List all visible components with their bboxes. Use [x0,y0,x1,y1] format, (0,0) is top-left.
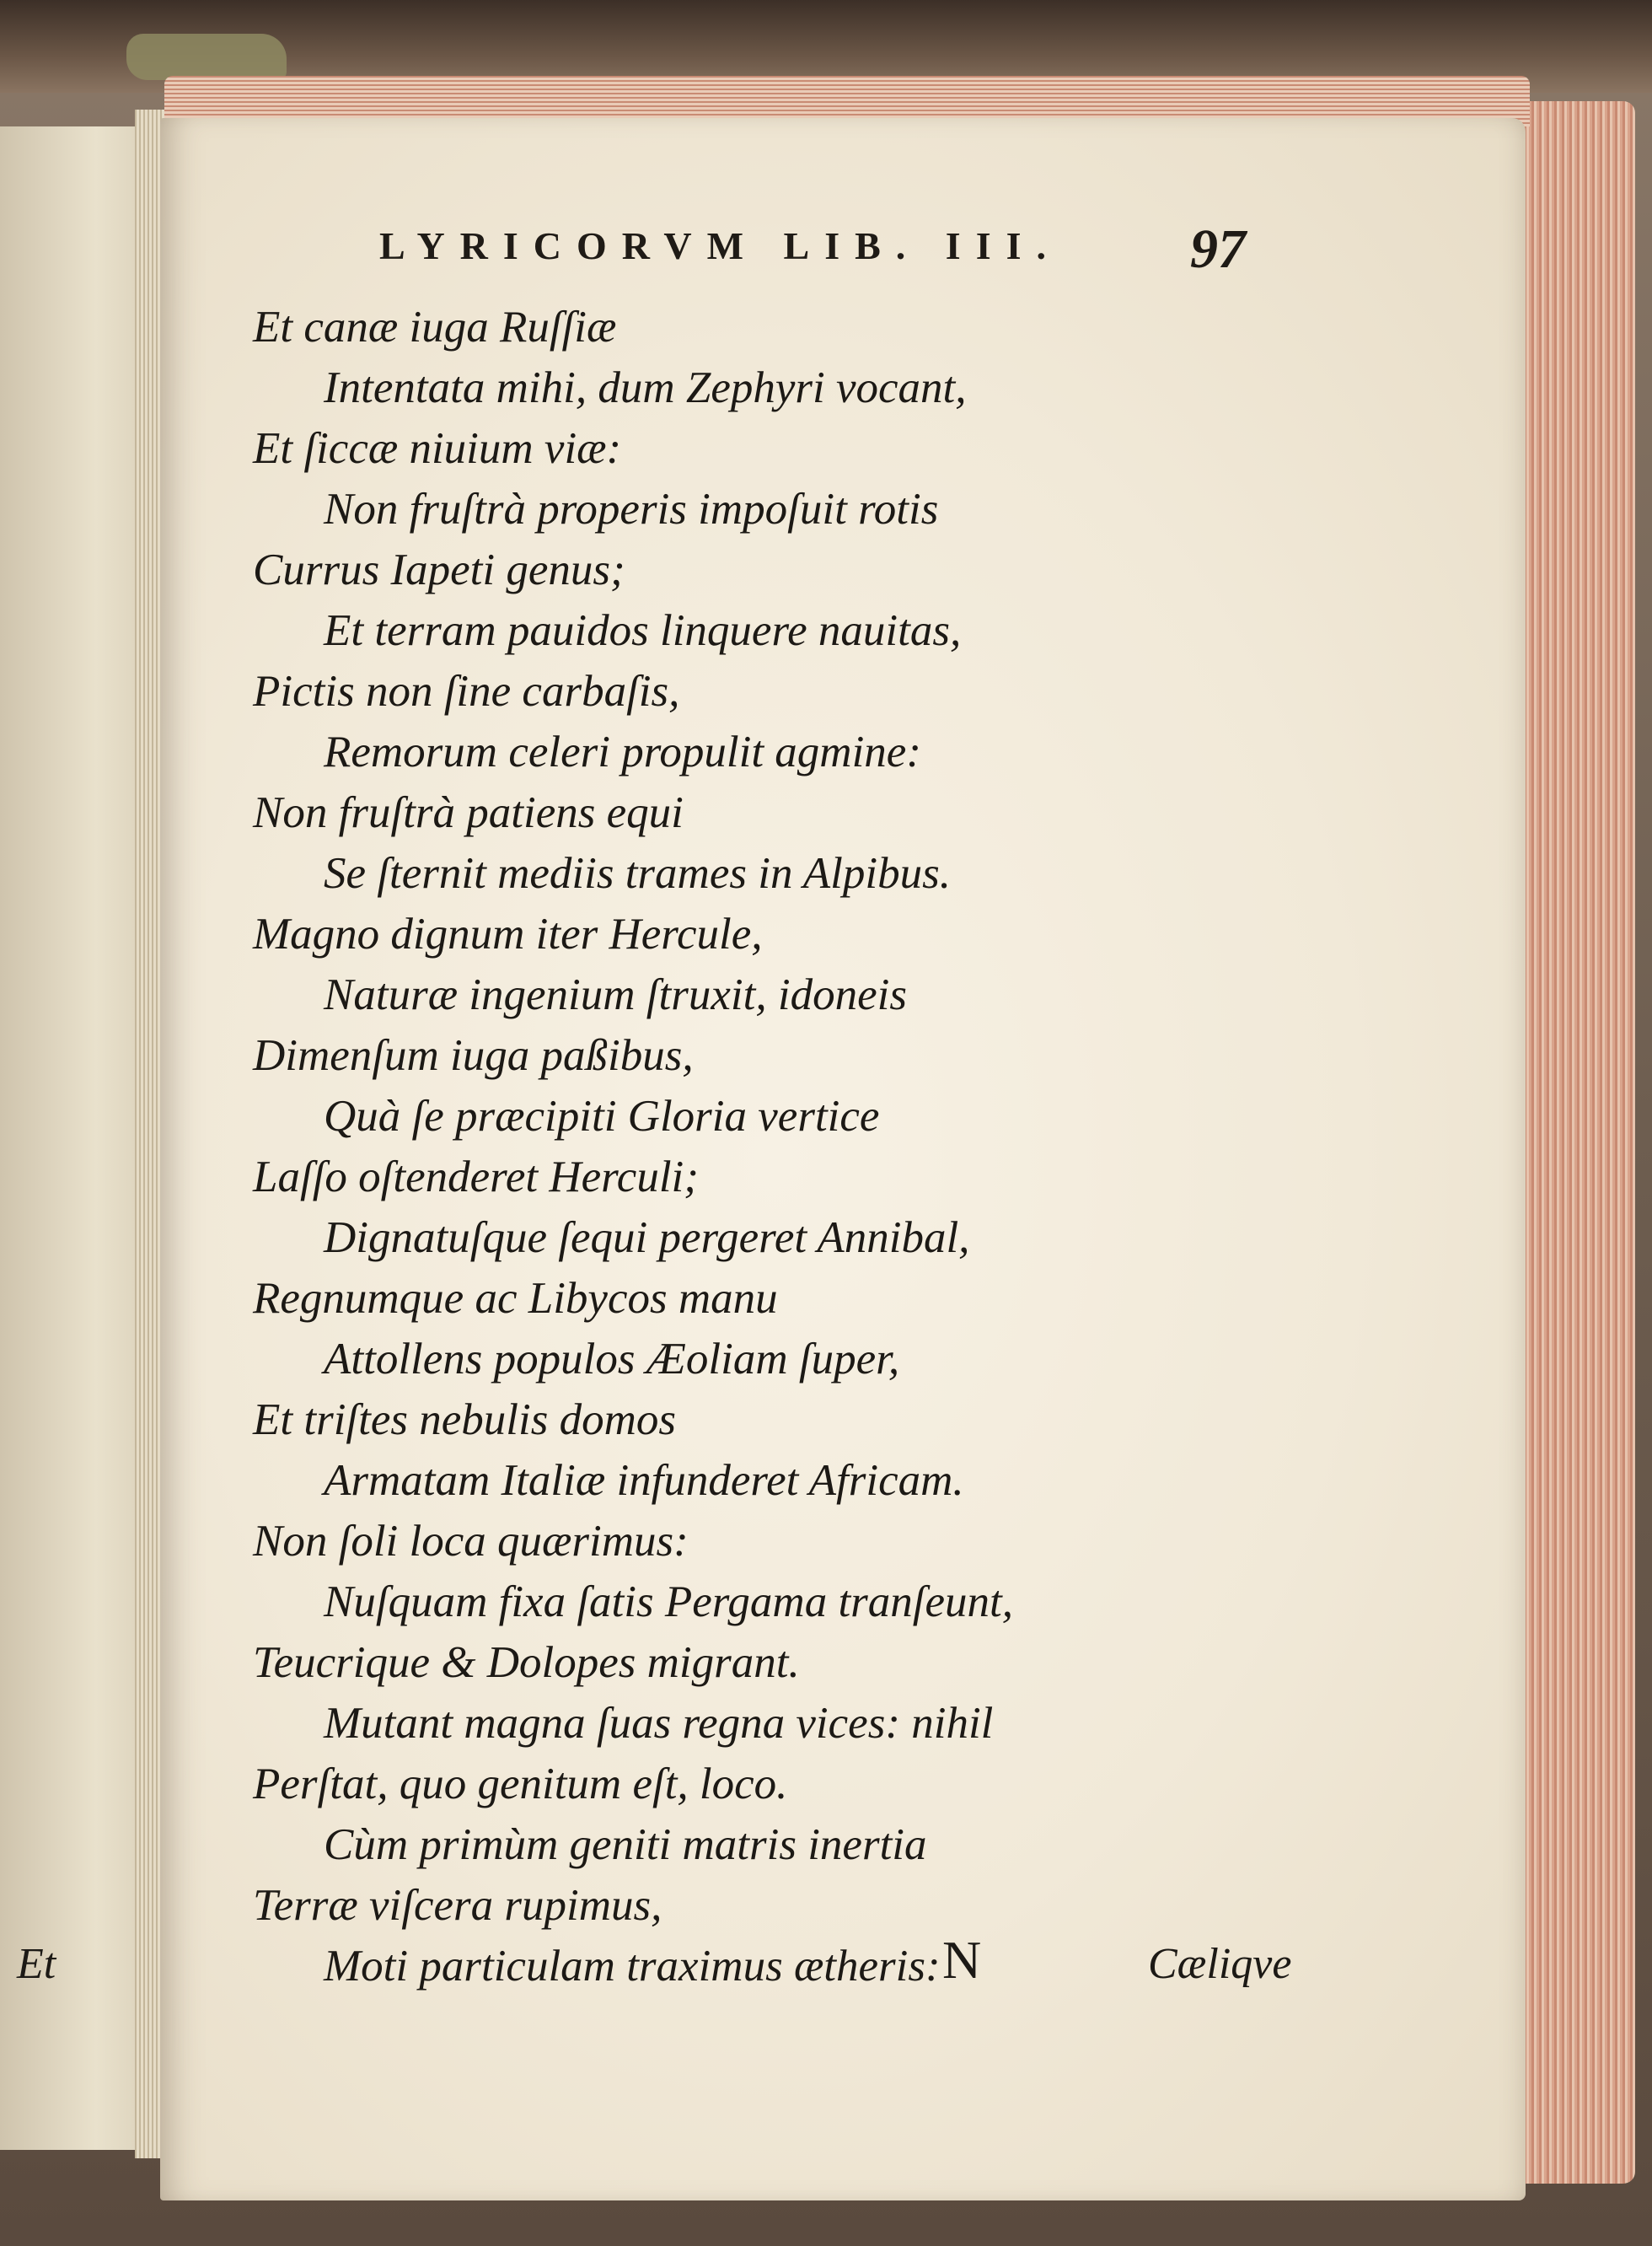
verse-line: Et ſiccæ niuium viæ: [253,424,622,473]
page-block-edge [1509,101,1635,2184]
verse-line: Et canæ iuga Ruſſiæ [253,303,617,352]
verse-line: Pictis non ſine carbaſis, [253,667,680,716]
poem-text [253,297,1365,1996]
verse-line: Quà ſe præcipiti Gloria vertice [324,1092,880,1141]
verse-line: Mutant magna ſuas regna vices: nihil [324,1699,994,1748]
catchword: Cæliqve [1148,1940,1292,1988]
verse-line: Teucrique & Dolopes migrant. [253,1638,800,1687]
verse-line: Attollens populos Æoliam ſuper, [324,1335,900,1384]
verse-line: Naturæ ingenium ſtruxit, idoneis [324,970,907,1019]
verse-line: Et terram pauidos linquere nauitas, [324,606,962,655]
verse-line: Laſſo oſtenderet Herculi; [253,1153,699,1201]
verse-line: Dignatuſque ſequi pergeret Annibal, [324,1213,970,1262]
verse-line: Terræ viſcera rupimus, [253,1881,662,1930]
verse-line: Moti particulam traximus ætheris: [324,1942,941,1991]
verse-line: Currus Iapeti genus; [253,545,625,594]
verse-line: Non fruſtrà properis impoſuit rotis [324,485,939,534]
verse-line: Non ſoli loca quærimus: [253,1517,689,1566]
verse-line: Se ſternit mediis trames in Alpibus. [324,849,951,898]
running-head: LYRICORVM LIB. III. [379,224,1062,267]
verse-line: Intentata mihi, dum Zephyri vocant, [324,363,967,412]
verse-line: Non fruſtrà patiens equi [253,788,684,837]
verse-line: Et triſtes nebulis domos [253,1395,677,1444]
verse-line: Dimenſum iuga paßibus, [253,1031,694,1080]
page-number: 97 [1190,218,1246,280]
verse-line: Nuſquam fixa ſatis Pergama tranſeunt, [324,1577,1014,1626]
signature-mark: N [942,1930,982,1990]
left-page-catchword: Et [17,1940,56,1988]
verse-line: Regnumque ac Libycos manu [253,1274,778,1323]
binding-cloth-patch [126,34,287,80]
verse-line: Perſtat, quo genitum eſt, loco. [253,1760,788,1808]
verse-line: Armatam Italiæ infunderet Africam. [324,1456,964,1505]
verse-line: Remorum celeri propulit agmine: [324,728,921,776]
verse-line: Cùm primùm geniti matris inertia [324,1820,927,1869]
verse-line: Magno dignum iter Hercule, [253,910,763,959]
